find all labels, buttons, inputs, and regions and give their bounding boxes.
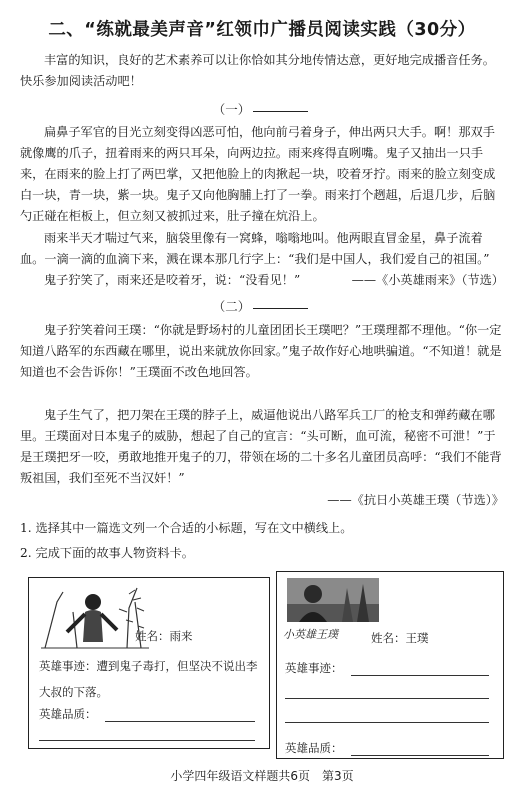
- section1-paragraph-1: 扁鼻子军官的目光立刻变得凶恶可怕，他向前弓着身子，伸出两只大手。啊！那双手就像鹰的爪子，扭着雨来的两只耳朵，向两边拉。雨来疼得直咧嘴。鬼子又抽出一只手来，在雨来的脸上打了两巴掌，又把他脸上的肉揪起一块，咬着牙拧。雨来的脸立刻变成白一块，青一块，紫一块。鬼子又向他胸脯上打了一拳。雨来打个趔趄，后退几步，后脑勺正碰在柜板上，但立刻又被抓过来，肚子撞在炕沿上。: [20, 125, 496, 223]
- card1-name: 姓名：雨来: [135, 629, 193, 643]
- subtitle-blank-1[interactable]: [253, 110, 308, 112]
- section1-last-line: [20, 270, 504, 291]
- card2-deeds-line-1[interactable]: [351, 675, 489, 676]
- card2-deeds-line-3[interactable]: [285, 722, 489, 723]
- card2-name: 姓名：王璞: [371, 631, 429, 645]
- section1-paragraph-2: 雨来半天才喘过气来，脑袋里像有一窝蜂，嗡嗡地叫。他两眼直冒金星，鼻子流着血。一滴一滴的血滴下来，溅在课本那几行字上：“我们是中国人，我们爱自己的祖国。”: [20, 231, 490, 266]
- card2-quality-label: 英雄品质：: [285, 741, 343, 755]
- section2-paragraph-1: 鬼子狞笑着问王璞：“你就是野场村的儿童团团长王璞吧？”王璞理都不理他。“你一定知道八路军的东西藏在哪里，说出来就放你回家。”鬼子故作好心地哄骗道。“不知道！就是知道也不会告诉你！”王璞面不改色地回答。: [20, 323, 502, 379]
- hero-photo-wangpu: [287, 578, 379, 622]
- card1-deeds-answer-2: 大叔的下落。: [39, 685, 108, 699]
- card2-deeds-line-2[interactable]: [285, 698, 489, 699]
- section1-paragraph-3: 鬼子狞笑了，雨来还是咬着牙，说：“没看见！”: [44, 273, 301, 287]
- intro-text: 丰富的知识，良好的艺术素养可以让你恰如其分地传情达意，更好地完成播音任务。快乐参加阅读活动吧！: [20, 53, 495, 88]
- photo-caption: 小英雄王璞: [283, 628, 338, 641]
- card2-deeds-label: 英雄事迹：: [285, 661, 343, 675]
- question-1: 1. 选择其中一篇选文列一个合适的小标题，写在文中横线上。: [20, 521, 353, 535]
- page-footer: 小学四年级语文样题共6页 第3页: [170, 769, 354, 783]
- question-2: 2. 完成下面的故事人物资料卡。: [20, 546, 194, 560]
- card1-quality-line-1[interactable]: [105, 721, 255, 722]
- subtitle-blank-2[interactable]: [253, 307, 308, 309]
- card1-quality-label: 英雄品质：: [39, 707, 97, 721]
- card1-deeds: [39, 658, 258, 674]
- section2-heading: [0, 297, 524, 315]
- card2-quality-line[interactable]: [351, 755, 489, 756]
- card1-deeds-answer-1: 遭到鬼子毒打，但坚决不说出李: [96, 659, 258, 673]
- section1-source: ——《小英雄雨来》（节选）: [351, 273, 504, 287]
- section2-heading-number: （二）: [212, 299, 251, 314]
- hero-card-wangpu: [276, 571, 504, 759]
- section2-source: ——《抗日小英雄王璞（节选）》: [327, 493, 504, 507]
- hero-card-yulai: [28, 577, 270, 749]
- section2-paragraph-2: 鬼子生气了，把刀架在王璞的脖子上，威逼他说出八路军兵工厂的枪支和弹药藏在哪里。王璞面对日本鬼子的威胁，想起了自己的宣言：“头可断，血可流，秘密不可泄！”于是王璞把牙一咬，勇敢地推开鬼子的刀，带领在场的二十多名儿童团员高呼：“我们不能背叛祖国，我们至死不当汉奸！”: [20, 408, 502, 485]
- card1-deeds-label: 英雄事迹：: [39, 659, 97, 673]
- section1-heading-number: （一）: [212, 102, 251, 117]
- section1-heading: [0, 100, 524, 118]
- card1-quality-line-2[interactable]: [39, 740, 255, 741]
- section-title: 二、“练就最美声音”红领巾广播员阅读实践（30分）: [48, 20, 476, 40]
